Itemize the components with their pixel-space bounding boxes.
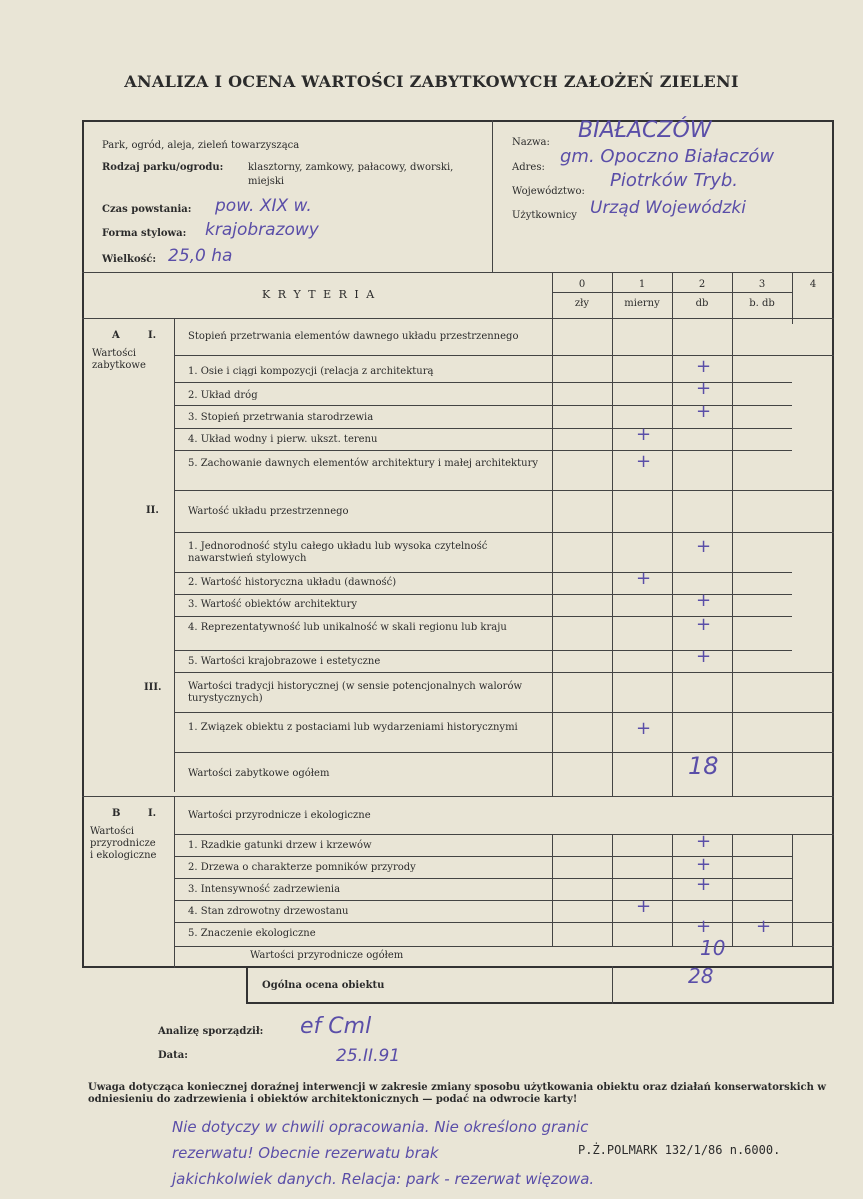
section-b-split [174,796,175,968]
score-2: 2 [698,279,706,290]
crit-b-3: 3. Intensywność zadrzewienia [188,884,341,895]
total-a-value: 18 [688,752,719,780]
size-label: Wielkość: [102,254,157,265]
kind-options-2: miejski [248,176,285,187]
score-mark-b-5-extra: + [756,916,772,937]
total-b-value: 10 [700,936,726,960]
criteria-header-bottom [82,318,834,319]
section-a-split [174,318,175,792]
score-mark-a1-2: + [696,378,712,399]
score-mark-b-1: + [696,831,712,852]
score-mark-a2-2: + [636,568,652,589]
section-b-letter: B [112,808,121,819]
section-b-top [82,796,834,797]
size-value: 25,0 ha [168,246,233,266]
crit-a2-2: 2. Wartość historyczna układu (dawność) [188,577,397,588]
style-value: krajobrazowy [205,220,319,240]
score-1: 1 [638,279,646,290]
section-a-numeral-2: II. [146,505,159,516]
section-a-label: Wartości zabytkowe [92,348,146,371]
total-a-label: Wartości zabytkowe ogółem [188,768,330,779]
crit-a2-1: 1. Jednorodność stylu całego układu lub wysoka czytelność nawarstwień stylowych [188,541,488,564]
created-label: Czas powstania: [102,204,192,215]
score-mark-a1-3: + [696,401,712,422]
prepared-label: Analizę sporządził: [158,1026,264,1037]
crit-b-1: 1. Rzadkie gatunki drzew i krzewów [188,840,372,851]
voivodeship-value: Piotrków Tryb. [610,170,739,191]
col-line-1 [612,272,613,796]
score-mark-b-2: + [696,854,712,875]
header-divider [82,272,834,273]
group-2-title: Wartość układu przestrzennego [188,506,349,517]
score-mark-a2-4: + [696,614,712,635]
address-label: Adres: [512,162,545,173]
score-mark-a3-1: + [636,718,652,739]
crit-a2-5: 5. Wartości krajobrazowe i estetyczne [188,656,381,667]
header-split [492,120,493,272]
kind-label: Rodzaj parku/ogrodu: [102,162,224,173]
users-value: Urząd Wojewódzki [590,198,746,218]
score-mark-a1-4: + [636,424,652,445]
section-a-letter: A [112,330,120,341]
prepared-value: ef Cml [300,1014,372,1039]
handwritten-line-1: Nie dotyczy w chwili opracowania. Nie określono granic [172,1118,589,1136]
crit-a2-4: 4. Reprezentatywność lub unikalność w skali regionu lub kraju [188,622,507,633]
section-b-label: Wartości przyrodnicze i ekologiczne [90,826,157,861]
crit-a2-3: 3. Wartość obiektów architektury [188,599,358,610]
criteria-title: K R Y T E R I A [262,288,377,301]
score-4: 4 [809,279,817,290]
col-line-3 [732,272,733,796]
col-line-2 [672,272,673,796]
score-grade-divider [552,292,792,293]
kind-options-1: klasztorny, zamkowy, pałacowy, dworski, [248,162,454,173]
section-a-numeral-3: III. [144,682,162,693]
crit-a1-1: 1. Osie i ciągi kompozycji (relacja z architekturą [188,366,434,377]
name-label: Nazwa: [512,137,550,148]
grade-2: db [695,298,709,309]
crit-b-2: 2. Drzewa o charakterze pomników przyrody [188,862,416,873]
address-value: gm. Opoczno Białaczów [560,146,775,167]
score-mark-b-3: + [696,874,712,895]
handwritten-line-3: jakichkolwiek danych. Relacja: park - rezerwat więzowa. [172,1170,595,1188]
score-mark-a1-1: + [696,356,712,377]
crit-a1-2: 2. Układ dróg [188,390,258,401]
voivodeship-label: Województwo: [512,186,585,197]
score-mark-a2-1: + [696,536,712,557]
score-mark-b-4: + [636,896,652,917]
total-b-label: Wartości przyrodnicze ogółem [250,950,404,961]
score-0: 0 [578,279,586,290]
section-b-numeral: I. [148,808,157,819]
crit-a1-5: 5. Zachowanie dawnych elementów architektury i małej architektury [188,458,539,469]
print-code: P.Ż.POLMARK 132/1/86 n.6000. [578,1143,781,1157]
group-3-title: Wartości tradycji historycznej (w sensie potencjonalnych walorów turystycznych) [188,681,523,704]
type-label: Park, ogród, aleja, zieleń towarzysząca [102,140,300,151]
section-a-numeral-1: I. [148,330,157,341]
grade-1: mierny [624,298,660,309]
col-line-0 [552,272,553,796]
crit-b-4: 4. Stan zdrowotny drzewostanu [188,906,349,917]
crit-b-5: 5. Znaczenie ekologiczne [188,928,316,939]
overall-label: Ogólna ocena obiektu [262,980,385,991]
overall-value: 28 [688,964,714,988]
users-label: Użytkownicy [512,210,577,221]
score-mark-b-5: + [696,916,712,937]
style-label: Forma stylowa: [102,228,187,239]
score-mark-a2-5: + [696,646,712,667]
crit-a1-3: 3. Stopień przetrwania starodrzewia [188,412,374,423]
crit-a1-4: 4. Układ wodny i pierw. ukszt. terenu [188,434,378,445]
page-title: ANALIZA I OCENA WARTOŚCI ZABYTKOWYCH ZAŁOŻEŃ ZIELENI [124,72,739,91]
date-label: Data: [158,1050,188,1061]
handwritten-line-2: rezerwatu! Obecnie rezerwatu brak [172,1144,439,1162]
grade-0: zły [574,298,590,309]
date-value: 25.II.91 [336,1046,401,1066]
score-3: 3 [758,279,766,290]
group-1-title: Stopień przetrwania elementów dawnego układu przestrzennego [188,331,519,342]
group-b-title: Wartości przyrodnicze i ekologiczne [188,810,371,821]
score-mark-a2-3: + [696,590,712,611]
created-value: pow. XIX w. [215,196,312,216]
score-mark-a1-5: + [636,451,652,472]
grade-3: b. db [749,298,775,309]
name-value: BIAŁACZÓW [578,118,712,143]
crit-a3-1: 1. Związek obiektu z postaciami lub wydarzeniami historycznymi [188,722,518,733]
note-text: Uwaga dotycząca koniecznej doraźnej interwencji w zakresie zmiany sposobu użytkowania obiektu oraz działań konserwatorskich w odniesieniu do zadrzewienia i obiektów architektonicznych — podać na odwrocie karty! [88,1082,826,1105]
